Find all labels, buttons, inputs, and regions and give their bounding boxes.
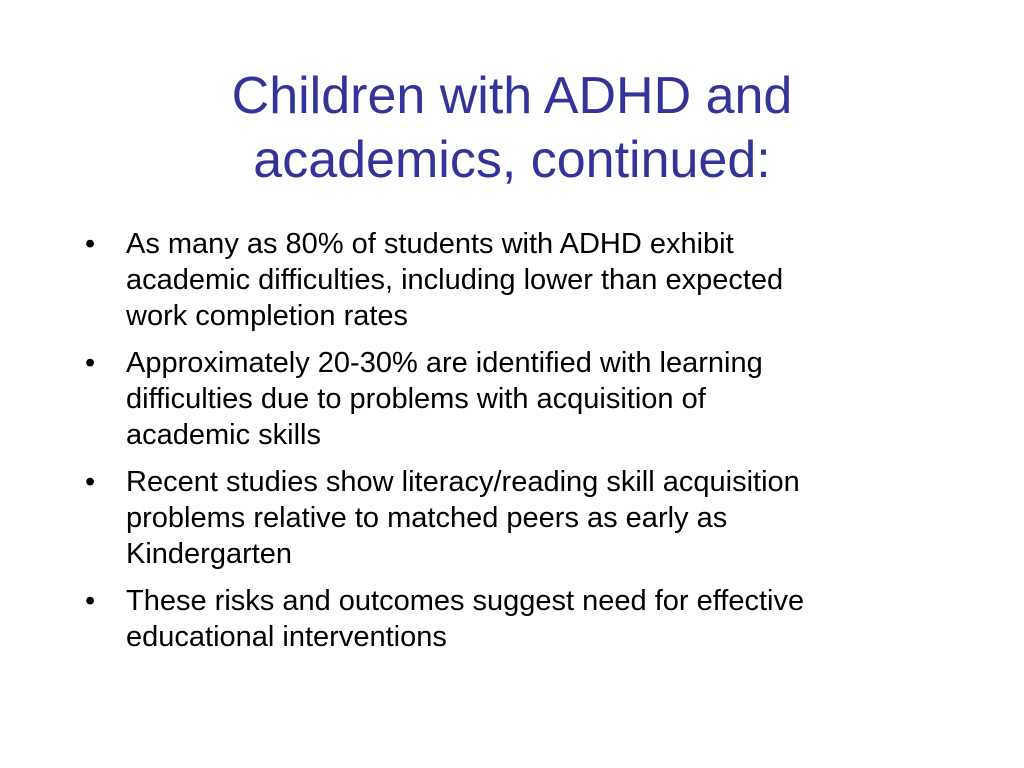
bullet-item — [85, 226, 945, 334]
bullet-text-line: academic difficulties, including lower than expected — [126, 264, 784, 296]
bullet-text-line: work completion rates — [126, 300, 409, 332]
slide-title-line: academics, continued: — [253, 131, 771, 189]
bullet-text-line: These risks and outcomes suggest need for effective — [126, 585, 805, 617]
bullet-item — [85, 345, 945, 453]
slide-title — [60, 64, 964, 192]
bullet-list — [85, 226, 945, 666]
bullet-marker: • — [85, 585, 96, 617]
bullet-text-line: Recent studies show literacy/reading skill acquisition — [126, 466, 800, 498]
bullet-item — [85, 583, 945, 655]
slide-title-line: Children with ADHD and — [231, 67, 793, 125]
bullet-text-line: educational interventions — [126, 621, 447, 653]
bullet-text-line: difficulties due to problems with acquisition of — [126, 383, 706, 415]
bullet-text-line: Approximately 20-30% are identified with learning — [126, 347, 763, 379]
bullet-marker: • — [85, 466, 96, 498]
bullet-marker: • — [85, 228, 96, 260]
bullet-text-line: academic skills — [126, 419, 321, 451]
bullet-item — [85, 464, 945, 572]
bullet-text-line: problems relative to matched peers as early as — [126, 502, 728, 534]
bullet-text-line: Kindergarten — [126, 538, 293, 570]
bullet-text-line: As many as 80% of students with ADHD exhibit — [126, 228, 734, 260]
bullet-marker: • — [85, 347, 96, 379]
